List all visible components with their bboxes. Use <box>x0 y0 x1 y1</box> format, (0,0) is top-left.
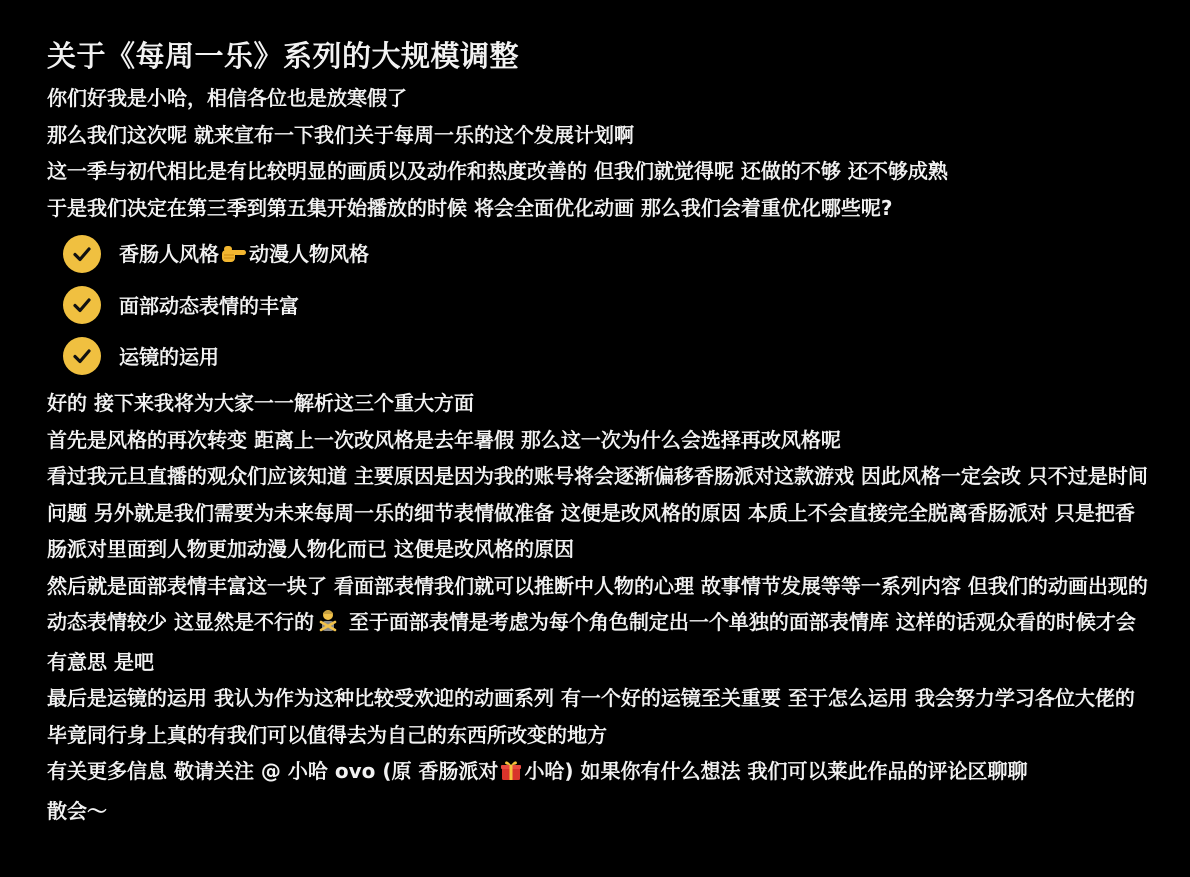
person-gesturing-no-icon <box>316 607 340 644</box>
intro-line-1: 你们好我是小哈，相信各位也是放寒假了 <box>47 86 407 110</box>
body-paragraph-4: 然后就是面部表情丰富这一块了 看面部表情我们就可以推断中人物的心理 故事情节发展等等一系列内容 但我们的动画出现的动态表情较少 这显然是不行的 至于面部表情是考虑为每个角色制定出一个单独的面部表情库 这样的话观众看的时候才会有意思 是吧 <box>47 573 1148 674</box>
body-paragraph-3: 看过我元旦直播的观众们应该知道 主要原因是因为我的账号将会逐渐偏移香肠派对这款游戏 因此风格一定会改 只不过是时间问题 另外就是我们需要为未来每周一乐的细节表情做准备 这便是改风格的原因 本质上不会直接完全脱离香肠派对 只是把香肠派对里面到人物更加动漫人物化而已 这便是改风格的原因 <box>47 464 1148 561</box>
body-paragraph-5: 最后是运镜的运用 我认为作为这种比较受欢迎的动画系列 有一个好的运镜至关重要 至于怎么运用 我会努力学习各位大佬的 毕竟同行身上真的有我们可以值得去为自己的东西所改变的地方 <box>47 686 1135 747</box>
checklist-label-style: 香肠人风格 动漫人物风格 <box>119 238 369 269</box>
checkmark-icon <box>63 235 101 273</box>
checklist <box>47 228 1150 381</box>
intro-line-2: 那么我们这次呢 就来宣布一下我们关于每周一乐的这个发展计划啊 <box>47 122 634 147</box>
page-title: 关于《每周一乐》系列的大规模调整 <box>47 39 520 73</box>
checklist-label-camera: 运镜的运用 <box>119 345 219 369</box>
body-paragraph-2: 首先是风格的再次转变 距离上一次改风格是去年暑假 那么这一次为什么会选择再改风格呢 <box>47 427 841 452</box>
checklist-item-style <box>63 228 1150 279</box>
checklist-item-camera <box>63 330 1150 381</box>
pointing-right-hand-icon <box>221 244 247 269</box>
body-paragraph-7: 散会～ <box>47 798 107 823</box>
intro-line-3: 这一季与初代相比是有比较明显的画质以及动作和热度改善的 但我们就觉得呢 还做的不够 还不够成熟 <box>47 159 948 183</box>
intro-line-4: 于是我们决定在第三季到第五集开始播放的时候 将会全面优化动画 那么我们会着重优化哪些呢? <box>47 195 893 220</box>
body-paragraph-1: 好的 接下来我将为大家一一解析这三个重大方面 <box>47 391 474 415</box>
checkmark-icon <box>63 286 101 324</box>
checkmark-icon <box>63 337 101 375</box>
gift-icon <box>500 756 522 793</box>
checklist-item-expression <box>63 279 1150 330</box>
body-paragraph-6: 有关更多信息 敬请关注 @ 小哈 ovo (原 香肠派对 小哈) 如果你有什么想法 我们可以莱此作品的评论区聊聊 <box>47 753 1150 793</box>
checklist-label-expression: 面部动态表情的丰富 <box>119 294 299 318</box>
